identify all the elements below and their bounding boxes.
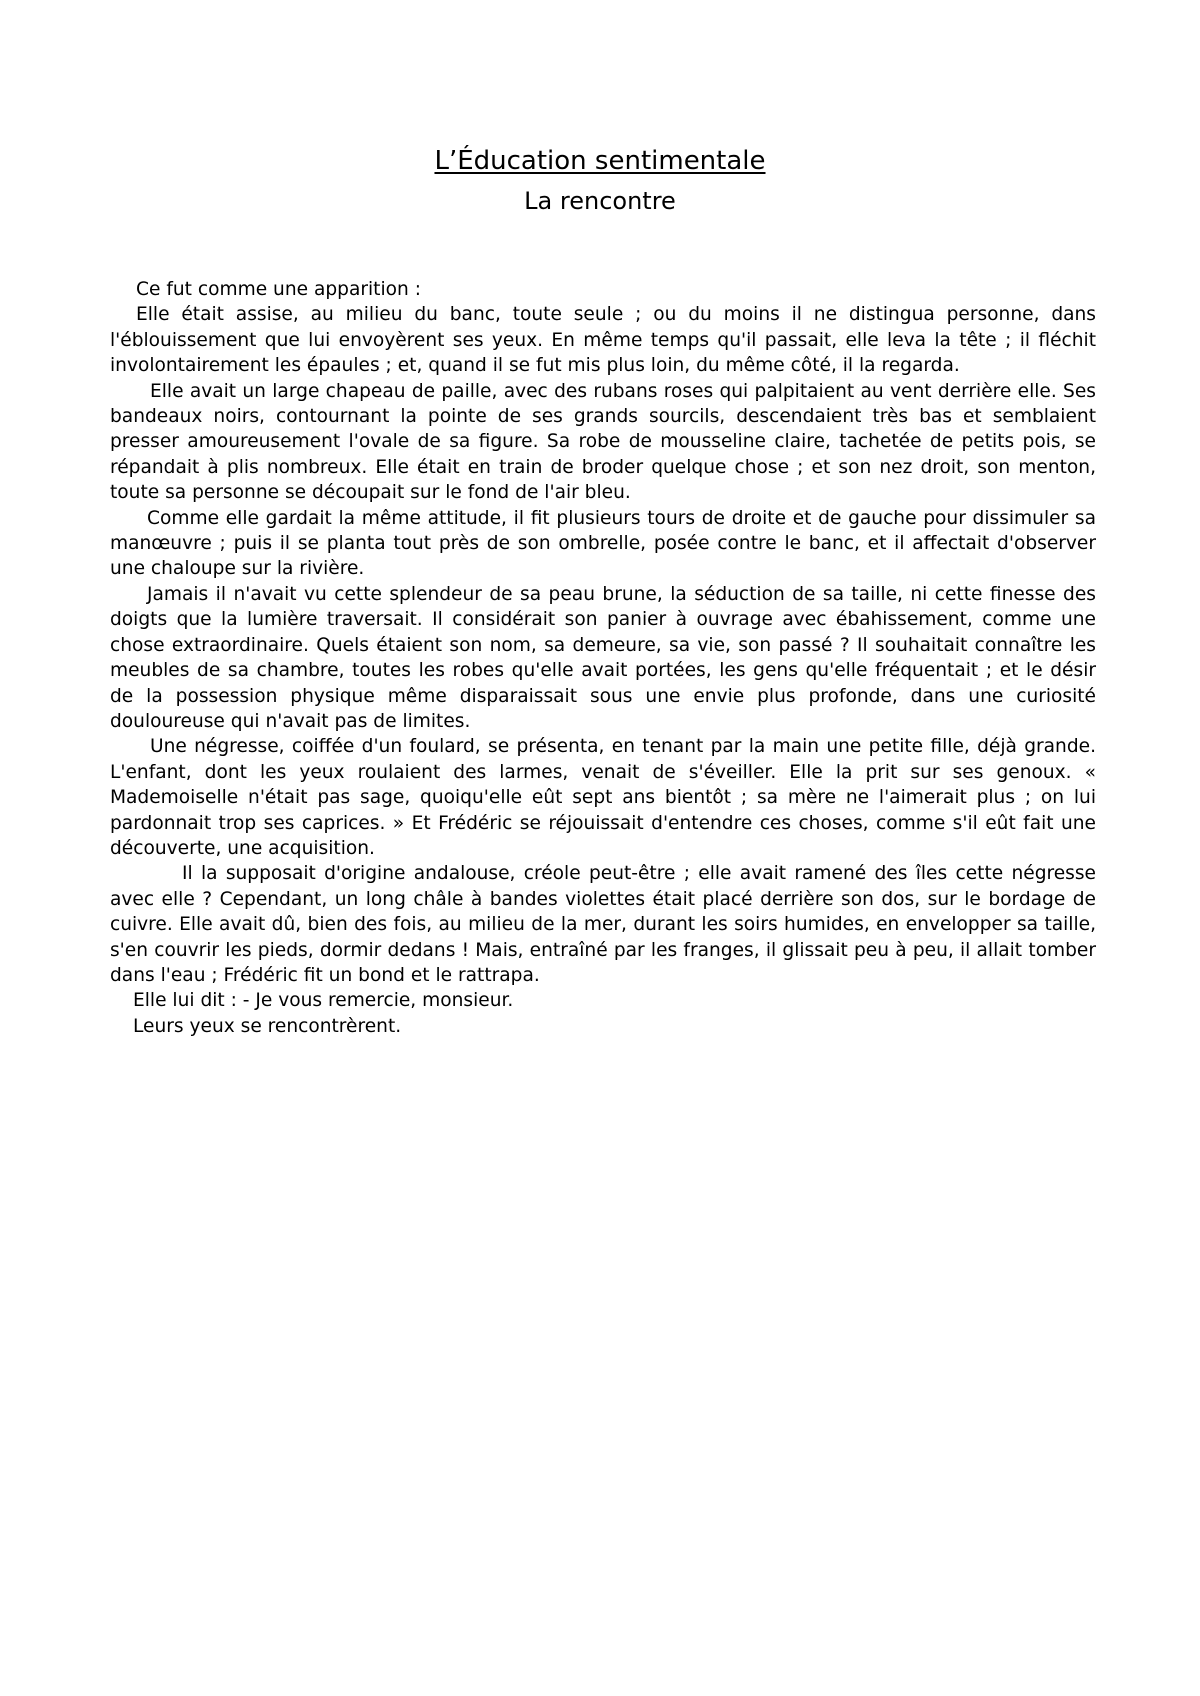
paragraph: Elle avait un large chapeau de paille, avec des rubans roses qui palpitaient au vent derrière elle. Ses bandeaux noirs, contournant la pointe de ses grands sourcils, descendaient très bas et semblaient presser amoureusement l'ovale de sa figure. Sa robe de mousseline claire, tachetée de petits pois, se répandait à plis nombreux. Elle était en train de broder quelque chose ; et son nez droit, son menton, toute sa personne se découpait sur le fond de l'air bleu.: [110, 380, 1096, 504]
paragraph: Leurs yeux se rencontrèrent.: [133, 1015, 402, 1037]
paragraph: Comme elle gardait la même attitude, il fit plusieurs tours de droite et de gauche pour dissimuler sa manœuvre ; puis il se planta tout près de son ombrelle, posée contre le banc, et il affectait d'observer une chaloupe sur la rivière.: [110, 507, 1096, 580]
paragraph: Jamais il n'avait vu cette splendeur de sa peau brune, la séduction de sa taille, ni cette finesse des doigts que la lumière traversait. Il considérait son panier à ouvrage avec ébahissement, comme une chose extraordinaire. Quels étaient son nom, sa demeure, sa vie, son passé ? Il souhaitait connaître les meubles de sa chambre, toutes les robes qu'elle avait portées, les gens qu'elle fréquentait ; et le désir de la possession physique même disparaissait sous une envie plus profonde, dans une curiosité douloureuse qui n'avait pas de limites.: [110, 583, 1096, 732]
document-title-text: L’Éducation sentimentale: [434, 146, 766, 176]
paragraph: Il la supposait d'origine andalouse, créole peut-être ; elle avait ramené des îles cette négresse avec elle ? Cependant, un long châle à bandes violettes était placé derrière son dos, sur le bordage de cuivre. Elle avait dû, bien des fois, au milieu de la mer, durant les soirs humides, en envelopper sa taille, s'en couvrir les pieds, dormir dedans ! Mais, entraîné par les franges, il glissait peu à peu, il allait tomber dans l'eau ; Frédéric fit un bond et le rattrapa.: [110, 863, 1096, 986]
paragraph: Elle lui dit : - Je vous remercie, monsieur.: [133, 990, 514, 1012]
document-body: [110, 277, 1096, 1039]
paragraph: Une négresse, coiffée d'un foulard, se présenta, en tenant par la main une petite fille, déjà grande. L'enfant, dont les yeux roulaient des larmes, venait de s'éveiller. Elle la prit sur ses genoux. « Mademoiselle n'était pas sage, quoiqu'elle eût sept ans bientôt ; sa mère ne l'aimerait plus ; on lui pardonnait trop ses caprices. » Et Frédéric se réjouissait d'entendre ces choses, comme s'il eût fait une découverte, une acquisition.: [110, 736, 1096, 859]
paragraph: Ce fut comme une apparition :: [136, 279, 421, 300]
document-title: [0, 145, 1200, 177]
paragraph: Elle était assise, au milieu du banc, toute seule ; ou du moins il ne distingua personne, dans l'éblouissement que lui envoyèrent ses yeux. En même temps qu'il passait, elle leva la tête ; il fléchit involontairement les épaules ; et, quand il se fut mis plus loin, du même côté, il la regarda.: [110, 304, 1096, 377]
document-subtitle: La rencontre: [524, 187, 676, 215]
